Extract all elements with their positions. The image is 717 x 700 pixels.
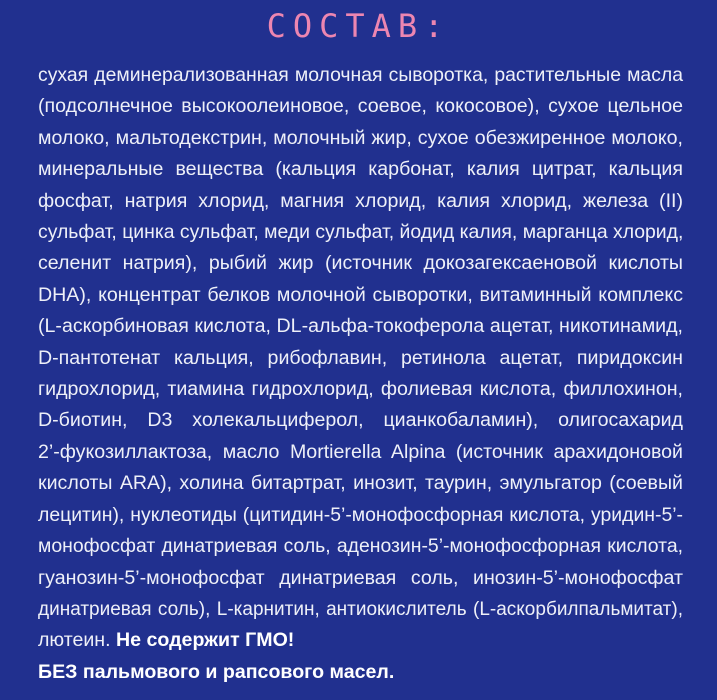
ingredients-line: минеральные вещества (кальция карбонат, калия цитрат, кальция: [38, 158, 683, 181]
ingredients-line: динатриевая соль), L-карнитин, антиокислитель (L-аскорбилпальмитат),: [38, 598, 683, 620]
ingredients-line: селенит натрия), рыбий жир (источник докозагексаеновой кислоты: [38, 252, 683, 275]
ingredients-line: лецитин), нуклеотиды (цитидин-5’-монофосфорная кислота, уридин-5’-: [38, 503, 683, 526]
ingredients-line: гидрохлорид, тиамина гидрохлорид, фолиевая кислота, филлохинон,: [38, 378, 683, 401]
ingredients-line: кислоты ARA), холина битартрат, инозит, таурин, эмульгатор (соевый: [38, 472, 683, 495]
ingredients-line: 2’-фукозиллактоза, масло Mortierella Alpina (источник арахидоновой: [38, 440, 683, 463]
ingredients-line: молоко, мальтодекстрин, молочный жир, сухое обезжиренное молоко,: [38, 126, 683, 149]
ingredients-line: (L-аскорбиновая кислота, DL-альфа-токоферола ацетат, никотинамид,: [38, 315, 683, 338]
ingredients-line: D-пантотенат кальция, рибофлавин, ретинола ацетат, пиридоксин: [38, 346, 683, 369]
heading: СОСТАВ:: [266, 7, 451, 45]
ingredients-line: монофосфат динатриевая соль, аденозин-5’-монофосфорная кислота,: [38, 535, 683, 558]
no-palm-oil-notice: БЕЗ пальмового и рапсового масел.: [38, 660, 395, 683]
ingredients-line: (подсолнечное высокоолеиновое, соевое, кокосовое), сухое цельное: [38, 95, 683, 118]
ingredients-line: гуанозин-5’-монофосфат динатриевая соль, инозин-5’-монофосфат: [38, 566, 683, 589]
ingredients-final-line: [38, 625, 683, 656]
ingredients-line: сухая деминерализованная молочная сыворотка, растительные масла: [38, 64, 683, 86]
ingredients-line: сульфат, цинка сульфат, меди сульфат, йодид калия, марганца хлорид,: [38, 221, 684, 244]
ingredients-line: D-биотин, D3 холекальциферол, цианкобаламин), олигосахарид: [38, 409, 683, 432]
ingredients-line: DHA), концентрат белков молочной сыворотки, витаминный комплекс: [38, 283, 683, 306]
ingredients-last-plain: лютеин.: [38, 629, 111, 652]
no-gmo-notice: Не содержит ГМО!: [116, 629, 295, 652]
ingredients-line: фосфат, натрия хлорид, магния хлорид, калия хлорид, железа (II): [38, 189, 683, 212]
ingredients-text: [38, 60, 683, 688]
